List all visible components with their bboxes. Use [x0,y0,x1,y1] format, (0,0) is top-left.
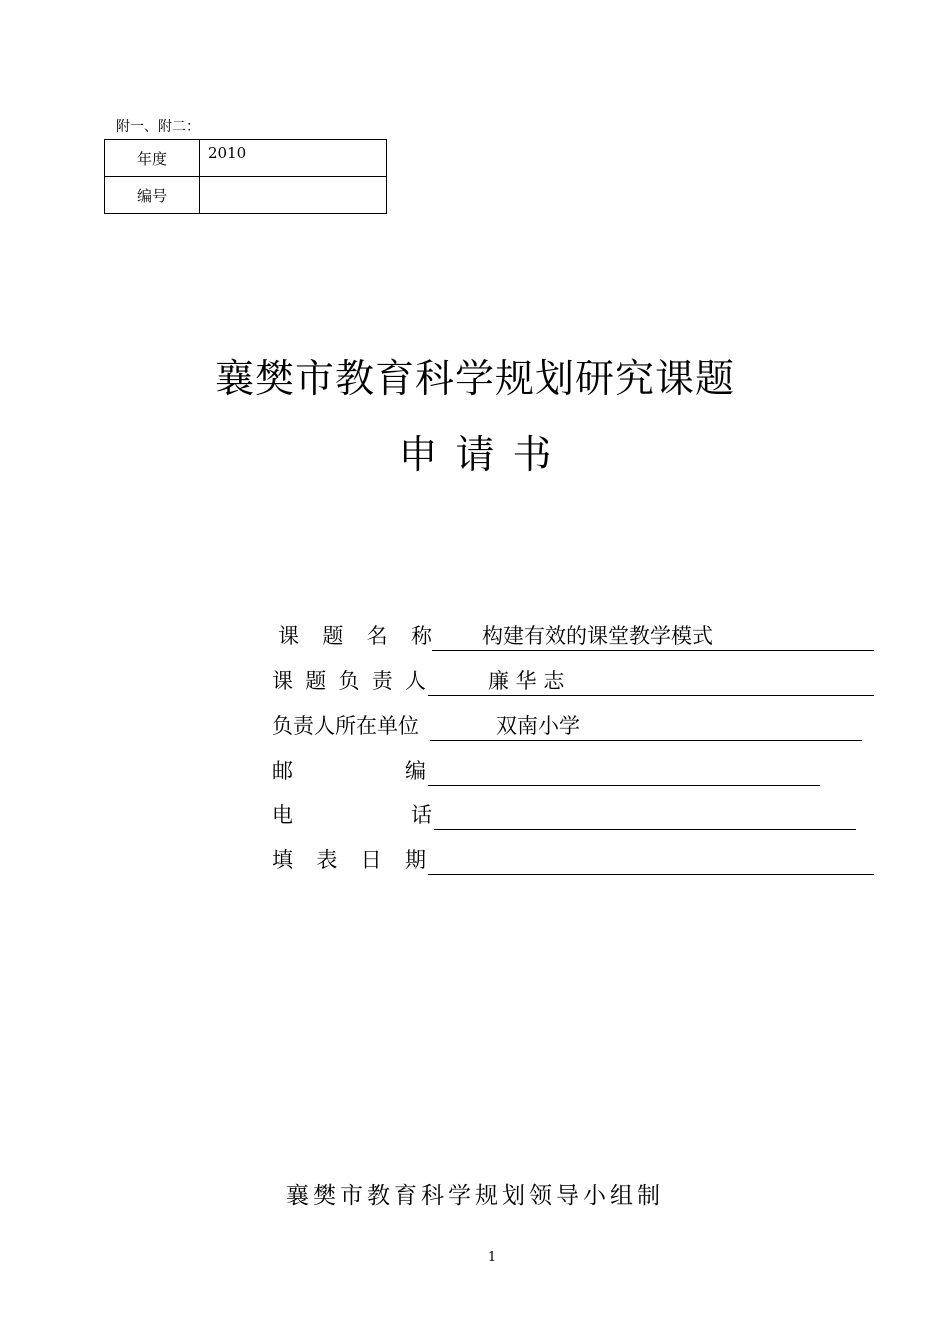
page-title: 襄樊市教育科学规划研究课题 [214,357,735,402]
leader-underline [428,695,874,696]
topic-underline [432,650,874,651]
unit-underline [430,740,862,741]
unit-label: 负责人所在单位 [272,714,419,738]
meta-table [104,139,387,214]
table-row [105,177,387,214]
date-label: 填 表 日 期 [272,848,426,872]
year-value: 2010 [200,140,387,177]
footer-organization: 襄樊市教育科学规划领导小组制 [286,1183,664,1209]
unit-value: 双南小学 [496,714,580,738]
postcode-underline [428,785,820,786]
leader-value: 廉 华 志 [488,669,565,693]
page-subtitle: 申请书 [398,433,570,478]
date-underline [428,874,874,875]
year-label: 年度 [105,140,200,177]
attachment-note: 附一、附二： [116,119,200,135]
topic-label: 课 题 名 称 [278,624,432,648]
postcode-label: 邮 编 [272,759,426,783]
topic-value: 构建有效的课堂教学模式 [482,624,713,648]
leader-label: 课 题 负 责 人 [272,669,426,693]
number-value [200,177,387,214]
phone-label: 电 话 [272,803,432,827]
table-row [105,140,387,177]
page-number: 1 [487,1250,497,1265]
phone-underline [434,829,856,830]
number-label: 编号 [105,177,200,214]
